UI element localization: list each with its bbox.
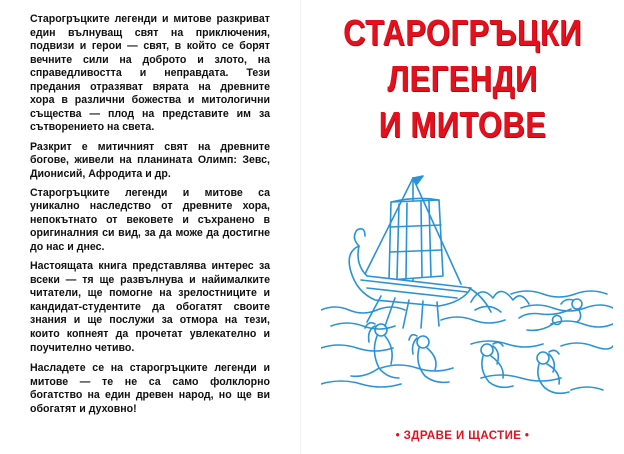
back-cover: [0, 0, 300, 454]
title-line: ЛЕГЕНДИ: [387, 58, 538, 99]
title-line: СТАРОГРЪЦКИ: [343, 12, 582, 53]
blurb-paragraph: Настоящата книга представлява интерес за всеки — тя ще развълнува и найималките читатели, ще помогне на зрелостниците и кандидат-студентите да обогатят своите знания и ще послужи за отмора на тези, които копнеят да прочетат увлекателно и поучително четиво.: [30, 260, 270, 354]
ancient-ship-with-sirens-illustration: [321, 172, 613, 398]
publisher-tagline: • ЗДРАВЕ И ЩАСТИЕ •: [395, 430, 530, 442]
blurb-paragraph: Старогръцките легенди и митове разкриват един вълнуващ свят на приключения, подвизи и герои — свят, в който се борят вечните сили на доброто и злото, на справедливостта и неправдата. Тези предания отразяват вярата на древните хора в различни божества и митологични същества — плод на представите им за сътворението на света.: [30, 13, 270, 134]
back-cover-blurb: [30, 13, 270, 423]
front-cover: [301, 0, 624, 454]
title-line: И МИТОВЕ: [378, 104, 547, 145]
blurb-paragraph: Насладете се на старогръцките легенди и митове — те не са само фолклорно богатство на един древен народ, но ще ви обогатят и духовно!: [30, 362, 270, 415]
blurb-paragraph: Старогръцките легенди и митове са уникално наследство от древните хора, непокътнато от вековете и съхранено в оригиналния си вид, за да може да достигне до нас и днес.: [30, 186, 270, 253]
blurb-paragraph: Разкрит е митичният свят на древните богове, живели на планината Олимп: Зевс, Дионисий, Афродита и др.: [30, 140, 270, 181]
book-title: [324, 10, 602, 148]
